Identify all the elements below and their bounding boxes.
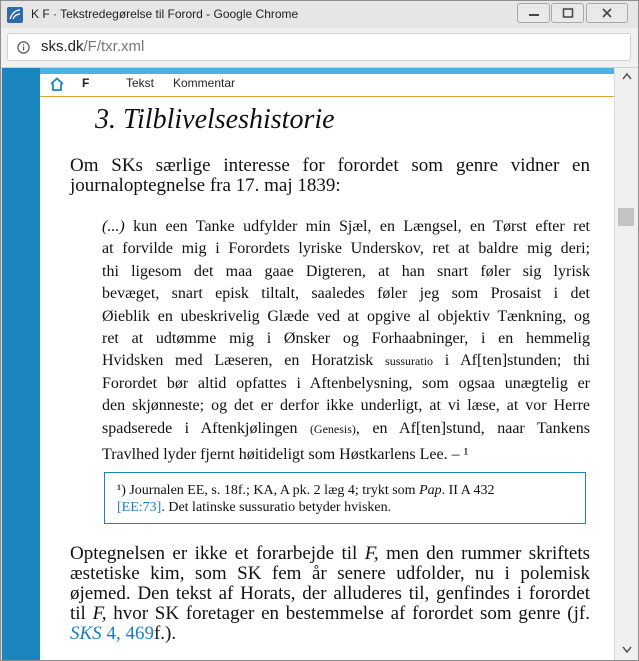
page-title: 3. Tilblivelseshistorie bbox=[95, 104, 335, 135]
second-paragraph bbox=[70, 544, 590, 644]
nav-section-f[interactable]: F bbox=[82, 76, 90, 90]
journal-quote bbox=[102, 216, 590, 466]
maximize-icon bbox=[562, 8, 574, 18]
app-logo-icon bbox=[7, 7, 23, 23]
quote-line-text: i Af[ten]stunden; thi bbox=[433, 352, 590, 370]
quote-ellipsis: (...) bbox=[102, 218, 125, 235]
paragraph-line bbox=[70, 544, 590, 564]
paragraph-text: hvor SK foretager en bestemmelse af forordet som genre (jf. bbox=[106, 603, 590, 624]
quote-line-text: Hvidsken med Læseren, en Horatzisk bbox=[102, 352, 386, 370]
footnote-line bbox=[117, 499, 575, 516]
scroll-up-icon[interactable] bbox=[622, 72, 632, 80]
quote-line: at forvilde mig i Forordets lyriske Underskov, ret at baldre mig deri; bbox=[102, 240, 590, 258]
sks-link[interactable]: SKS bbox=[70, 623, 102, 644]
quote-line: ret at udtømme mig i Ønsker og Forhaabninger, i en hemmelig bbox=[102, 330, 590, 348]
footnote-marker: ¹) bbox=[117, 483, 126, 498]
quote-line: Øieblik en ubeskrivelig Glæde ved at opgive al objektiv Tænkning, og bbox=[102, 307, 590, 325]
quote-line: thi ligesom det maa gaae Digteren, at han snart føler sig lyrisk bbox=[102, 262, 590, 280]
left-sidebar bbox=[2, 68, 40, 660]
sks-ref-link[interactable]: 4, 469 bbox=[101, 623, 154, 644]
home-icon[interactable] bbox=[49, 76, 65, 92]
window-title: K F · Tekstredegørelse til Forord - Google Chrome bbox=[31, 7, 299, 21]
url-path: /F/txr.xml bbox=[83, 38, 145, 55]
paragraph-italic: F, bbox=[92, 603, 107, 624]
quote-line: bevæget, snart episk tiltalt, saaledes føler jeg som Prosaist i det bbox=[102, 285, 590, 303]
quote-small-text: (Genesis) bbox=[309, 421, 356, 436]
paragraph-text: til bbox=[70, 603, 93, 624]
footnote-text: . II A 432 bbox=[441, 483, 495, 498]
quote-line-text: , en Af[ten]stund, naar Tankens bbox=[355, 419, 590, 437]
page-nav bbox=[40, 74, 614, 97]
quote-small-text: sussuratio bbox=[385, 354, 434, 369]
minimize-button[interactable] bbox=[517, 3, 550, 23]
url-host: sks.dk bbox=[41, 38, 84, 55]
intro-paragraph: Om SKs særlige interesse for forordet som genre vidner en journaloptegnelse fra 17. maj 1839: bbox=[70, 155, 590, 196]
footnote-text: Journalen EE, s. 18f.; KA, A pk. 2 læg 4; trykt som bbox=[125, 483, 420, 498]
quote-line: Travlhed lyder fjernt høitideligt som Høstkarlens Lee. – ¹ bbox=[102, 446, 469, 464]
paragraph-line bbox=[70, 604, 590, 624]
quote-line bbox=[102, 216, 590, 238]
paragraph-text: men den rummer skriftets bbox=[378, 543, 590, 564]
vertical-scrollbar[interactable] bbox=[614, 68, 638, 660]
title-bar[interactable] bbox=[1, 1, 638, 28]
scrollbar-thumb[interactable] bbox=[618, 208, 634, 226]
footnote-bracket: [ bbox=[117, 500, 122, 515]
nav-tab-tekst[interactable]: Tekst bbox=[126, 76, 155, 90]
quote-line: den skjønneste; og det er derfor ikke underligt, at vi læse, at vor Herre bbox=[102, 397, 590, 415]
footnote-box bbox=[104, 472, 586, 524]
footnote-link-ee73[interactable]: EE:73 bbox=[121, 500, 157, 515]
page-content bbox=[2, 68, 638, 660]
address-bar bbox=[1, 28, 638, 68]
minimize-icon bbox=[528, 8, 540, 18]
nav-tab-kommentar[interactable]: Kommentar bbox=[173, 76, 236, 90]
paragraph-text: Optegnelsen er ikke et forarbejde til bbox=[70, 543, 365, 564]
paragraph-line bbox=[70, 624, 590, 644]
quote-line bbox=[102, 350, 590, 372]
scroll-down-icon[interactable] bbox=[622, 646, 632, 654]
quote-line-text: spadserede i Aftenkjølingen bbox=[102, 419, 310, 437]
quote-line: Forordet bør altid opfattes i Aftenbelysning, som ogsaa unægtelig er bbox=[102, 374, 590, 392]
close-icon bbox=[601, 8, 613, 18]
footnote-text: . Det latinske sussuratio betyder hvisken. bbox=[161, 500, 392, 515]
footnote-line bbox=[117, 482, 575, 499]
quote-line bbox=[102, 418, 590, 440]
url-text[interactable] bbox=[41, 38, 144, 55]
info-icon[interactable] bbox=[17, 41, 30, 54]
paragraph-line: øjemed. Den tekst af Horats, der alluderes til, genfindes i forordet bbox=[70, 583, 590, 604]
paragraph-line: æstetiske kim, som SK fem år senere udfolder, nu i polemisk bbox=[70, 563, 590, 584]
quote-line-text: kun een Tanke udfylder min Sjæl, en Længsel, en Tørst efter ret bbox=[124, 218, 590, 235]
url-field[interactable] bbox=[7, 33, 631, 61]
document-body bbox=[40, 96, 614, 660]
footnote-pap: Pap bbox=[419, 483, 442, 498]
paragraph-italic: F, bbox=[364, 543, 379, 564]
maximize-button[interactable] bbox=[551, 3, 584, 23]
footnote-bracket: ] bbox=[156, 500, 162, 515]
paragraph-text: f.). bbox=[153, 623, 177, 644]
close-button[interactable] bbox=[586, 3, 628, 23]
